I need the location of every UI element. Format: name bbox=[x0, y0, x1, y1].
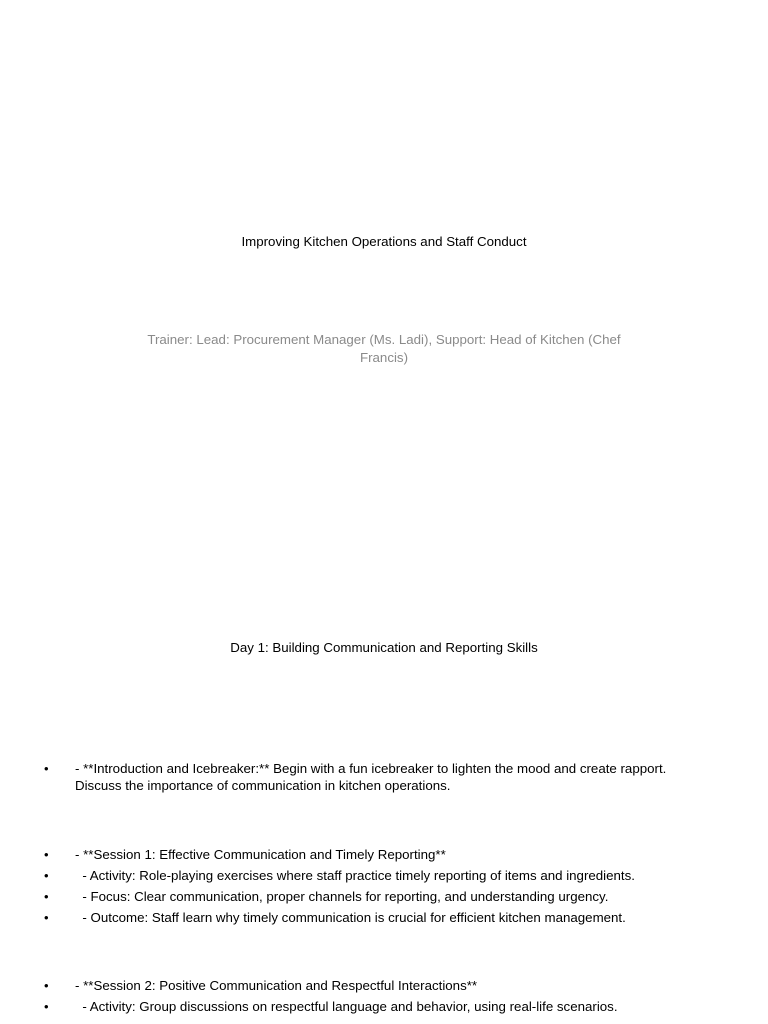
list-item bbox=[0, 846, 768, 863]
session2-section bbox=[0, 977, 768, 1019]
list-item-text: - **Session 2: Positive Communication and Respectful Interactions** bbox=[75, 978, 478, 993]
list-item bbox=[0, 867, 768, 884]
document-title: Improving Kitchen Operations and Staff Conduct bbox=[241, 234, 527, 249]
bullet-icon: • bbox=[44, 910, 49, 925]
list-item bbox=[0, 909, 768, 926]
bullet-icon: • bbox=[44, 978, 49, 993]
list-item bbox=[0, 977, 768, 994]
list-item bbox=[0, 760, 768, 794]
bullet-icon: • bbox=[44, 847, 49, 862]
trainer-line: Trainer: Lead: Procurement Manager (Ms. Ladi), Support: Head of Kitchen (Chef Francis) bbox=[147, 332, 621, 365]
bullet-icon: • bbox=[44, 999, 49, 1014]
list-item-text: - **Introduction and Icebreaker:** Begin with a fun icebreaker to lighten the mood and create rapport. Discuss the importance of communication in kitchen operations. bbox=[75, 761, 667, 793]
day-heading: Day 1: Building Communication and Reporting Skills bbox=[230, 640, 538, 655]
session1-section bbox=[0, 846, 768, 930]
list-item-text: - Outcome: Staff learn why timely communication is crucial for efficient kitchen management. bbox=[75, 910, 626, 925]
list-item-text: - Activity: Group discussions on respectful language and behavior, using real-life scenarios. bbox=[75, 999, 618, 1014]
bullet-icon: • bbox=[44, 761, 49, 776]
intro-section bbox=[0, 760, 768, 798]
list-item-text: - Activity: Role-playing exercises where staff practice timely reporting of items and ingredients. bbox=[75, 868, 635, 883]
list-item-text: - **Session 1: Effective Communication and Timely Reporting** bbox=[75, 847, 446, 862]
list-item bbox=[0, 998, 768, 1015]
list-item bbox=[0, 888, 768, 905]
bullet-icon: • bbox=[44, 868, 49, 883]
bullet-icon: • bbox=[44, 889, 49, 904]
list-item-text: - Focus: Clear communication, proper channels for reporting, and understanding urgency. bbox=[75, 889, 609, 904]
